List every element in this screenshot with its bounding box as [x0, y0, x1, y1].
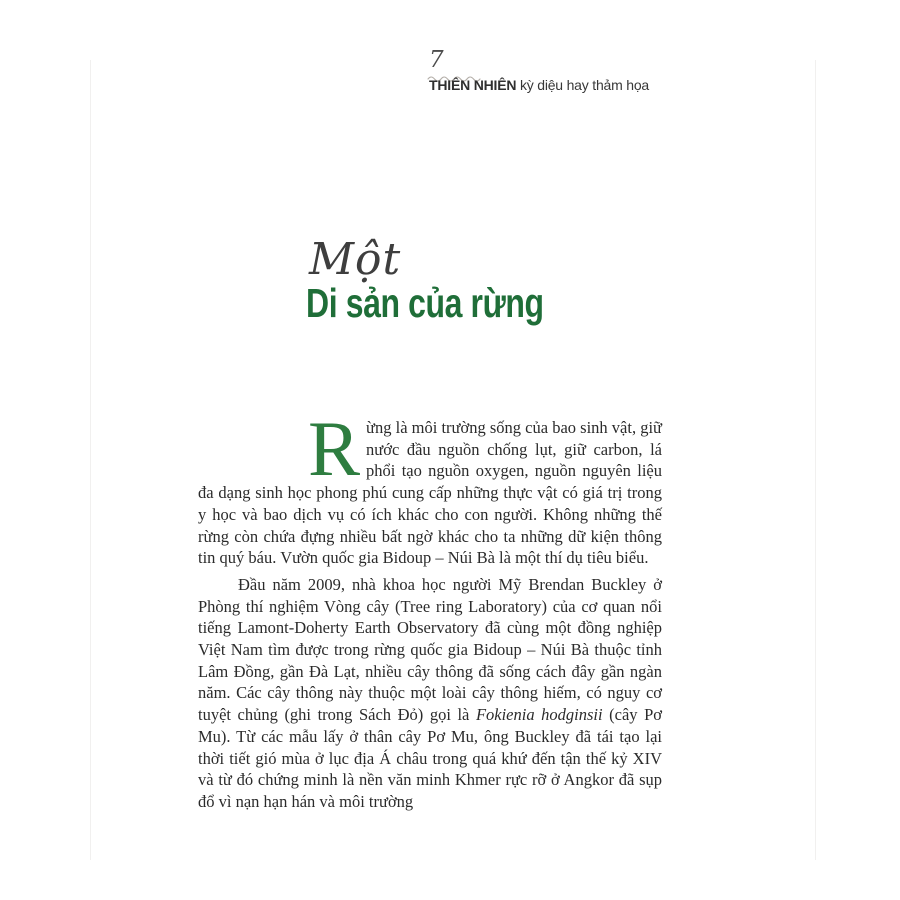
dropcap-letter: R — [308, 405, 361, 492]
chapter-title: Di sản của rừng — [306, 280, 544, 326]
text-run: Fokienia hodginsii — [475, 705, 603, 725]
running-header-subtitle: kỳ diệu hay thảm họa — [516, 77, 650, 93]
page-number: 7 — [429, 47, 444, 73]
paragraph-second — [198, 574, 662, 813]
paragraph-first-text: ừng là môi trường sống của bao sinh vật, giữ nước đầu nguồn chống lụt, giữ carbon, lá phổi tạo nguồn oxygen, nguồn nguyên liệu đa dạng sinh học phong phú cung cấp những thực vật có giá trị trong y học và bao dịch vụ có ích khác cho con người. Không những thế rừng còn chứa đựng nhiều bất ngờ khác cho ta những dữ kiện thông tin quý báu. Vườn quốc gia Bidoup – Núi Bà là một thí dụ tiêu biểu. — [198, 418, 662, 568]
running-header — [429, 77, 649, 93]
page-edge-artifact-left — [90, 60, 91, 860]
text-run: (cây Pơ Mu). Từ các mẫu lấy ở thân cây Pơ Mu, ông Buckley đã tái tạo lại thời tiết gió mùa ở lục địa Á châu trong quá khứ đến tận thế kỷ XIV và từ đó chứng minh là nền văn minh Khmer rực rỡ ở Angkor đã sụp đổ vì nạn hạn hán và môi trường — [198, 705, 662, 811]
running-header-book-title: THIÊN NHIÊN — [429, 77, 517, 93]
text-run: Đầu năm 2009, nhà khoa học người Mỹ Brendan Buckley ở Phòng thí nghiệm Vòng cây (Tree ring Laboratory) của cơ quan nổi tiếng Lamont-Doherty Earth Observatory đã cùng một đồng nghiệp Việt Nam tìm được trong rừng quốc gia Bidoup – Núi Bà thuộc tỉnh Lâm Đồng, gần Đà Lạt, nhiều cây thông đã sống cách đây gần ngàn năm. Các cây thông này thuộc một loài cây thông hiếm, có nguy cơ tuyệt chủng (ghi trong Sách Đỏ) gọi là — [198, 574, 662, 725]
page-edge-artifact-right — [815, 60, 816, 860]
chapter-number-script: Một — [309, 234, 402, 285]
body-text — [198, 405, 662, 813]
paragraph-first — [198, 405, 662, 569]
